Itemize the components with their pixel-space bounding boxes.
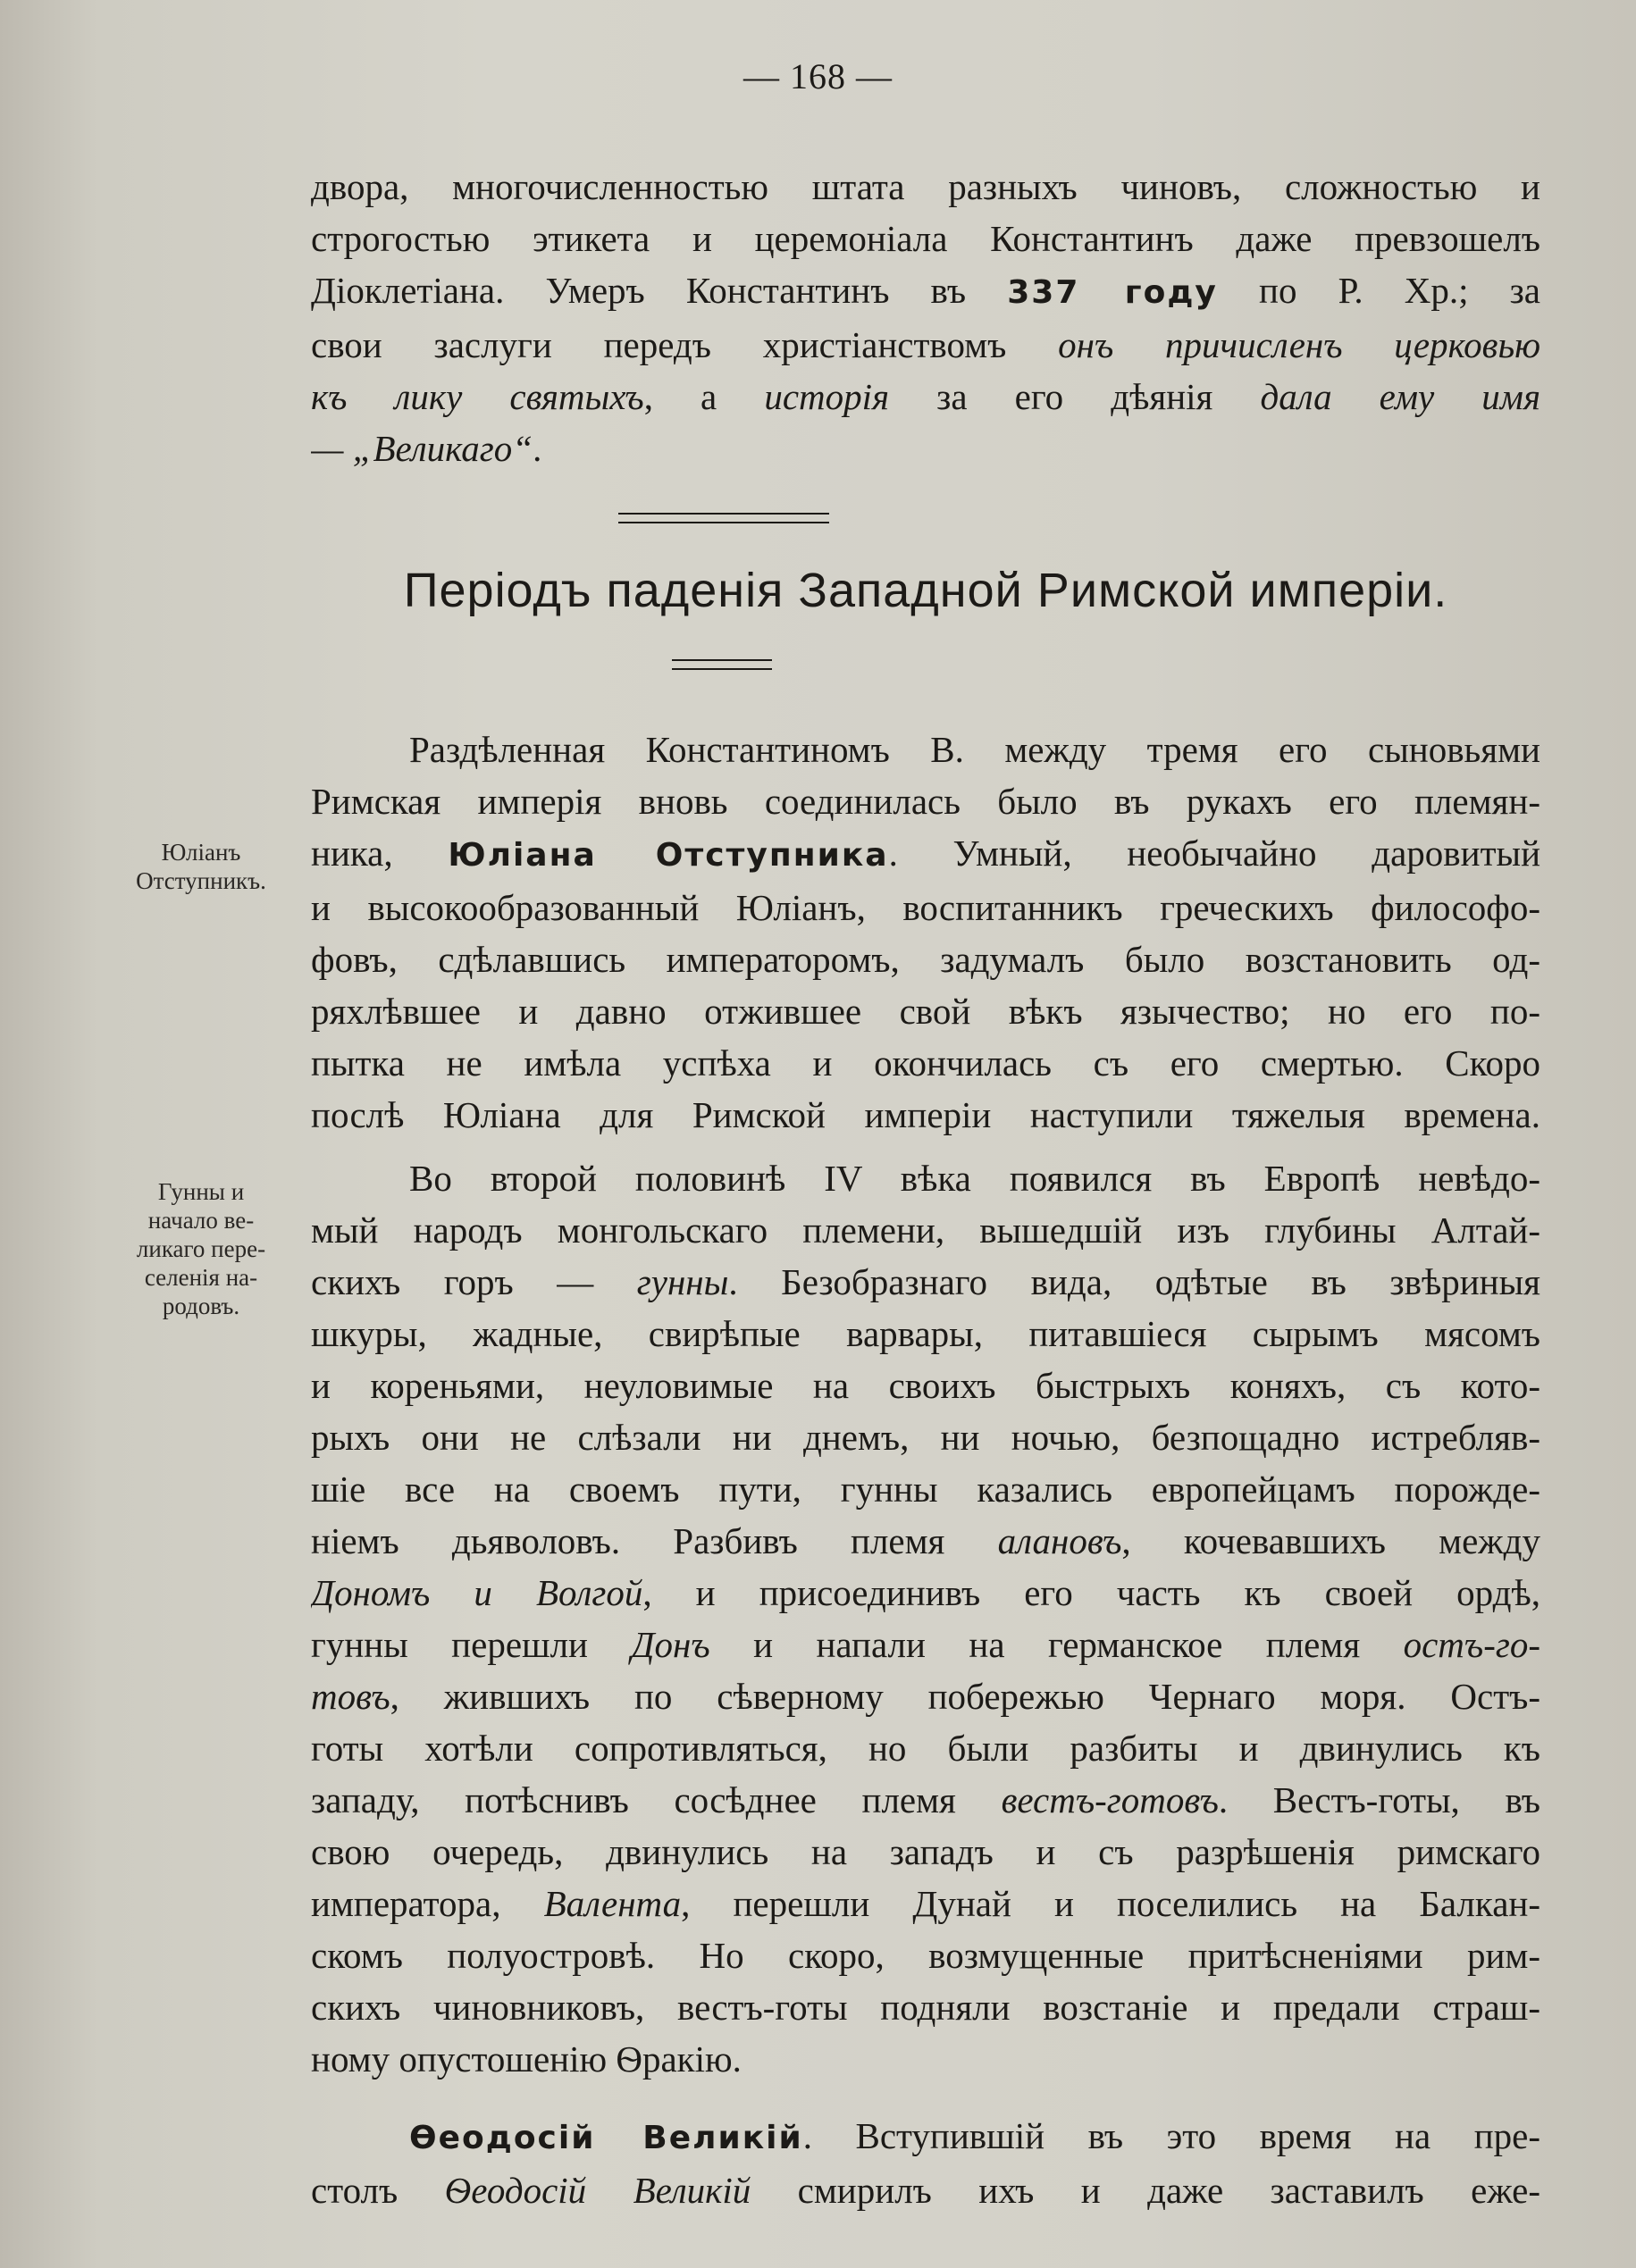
text-line: Дономъ и Волгой, и присоединивъ его часть къ своей ордѣ,	[311, 1572, 1540, 1613]
text-line: ному опустошенію Ѳракію.	[311, 2038, 742, 2080]
text-line: императора, Валента, перешли Дунай и поселились на Балкан-	[311, 1883, 1540, 1924]
text-line: скихъ горъ — гунны. Безобразнаго вида, одѣтые въ звѣриныя	[311, 1261, 1540, 1302]
page-number: — 168 —	[743, 56, 893, 96]
name-highlight: Юліана Отступника	[448, 837, 889, 874]
paragraph-huns	[311, 1152, 1540, 2085]
intro-paragraph	[311, 161, 1540, 474]
text-line: мый народъ монгольскаго племени, вышедшій изъ глубины Алтай-	[311, 1209, 1540, 1251]
text-line: строгостью этикета и церемоніала Константинъ даже превзошелъ	[311, 218, 1540, 259]
text-line: послѣ Юліана для Римской имперіи наступили тяжелыя времена.	[311, 1094, 1540, 1135]
margin-note-huns: Гунны и начало ве- ликаго пере- селенія на- родовъ.	[136, 1178, 266, 1319]
text-line: товъ, жившихъ по сѣверному побережью Чернаго моря. Остъ-	[311, 1676, 1540, 1717]
text-line: пытка не имѣла успѣха и окончилась съ его смертью. Скоро	[311, 1042, 1540, 1084]
text-line: столъ Ѳеодосій Великій смирилъ ихъ и даже заставилъ еже-	[311, 2170, 1540, 2211]
text-line: гунны перешли Донъ и напали на германское племя остъ-го-	[311, 1624, 1540, 1665]
text-line: скихъ чиновниковъ, вестъ-готы подняли возстаніе и предали страш-	[311, 1987, 1540, 2028]
section-divider-bottom	[672, 659, 772, 670]
text-line: Раздѣленная Константиномъ В. между тремя его сыновьями	[409, 729, 1540, 770]
paragraph-julian	[311, 724, 1540, 1141]
text-line: Во второй половинѣ IV вѣка появился въ Европѣ невѣдо-	[409, 1158, 1540, 1199]
year-highlight: 337 году	[1007, 274, 1218, 311]
text-line: Діоклетіана. Умеръ Константинъ въ 337 году по Р. Хр.; за	[311, 270, 1540, 311]
text-line: скомъ полуостровѣ. Но скоро, возмущенные притѣсненіями рим-	[311, 1935, 1540, 1976]
section-divider-top	[618, 513, 829, 523]
text-line: шіе все на своемъ пути, гунны казались европейцамъ порожде-	[311, 1469, 1540, 1510]
paragraph-theodosius	[311, 2110, 1540, 2216]
text-line: и высокообразованный Юліанъ, воспитанникъ греческихъ философо-	[311, 887, 1540, 928]
text-line: Ѳеодосій Великій. Вступившій въ это время на пре-	[409, 2115, 1540, 2156]
text-line: готы хотѣли сопротивляться, но были разбиты и двинулись къ	[311, 1728, 1540, 1769]
section-title: Періодъ паденія Западной Римской имперіи.	[403, 564, 1448, 617]
text-line: — „Великаго“.	[311, 428, 542, 469]
text-line: фовъ, сдѣлавшись императоромъ, задумалъ было возстановить од-	[311, 939, 1540, 980]
text-line: свою очередь, двинулись на западъ и съ разрѣшенія римскаго	[311, 1831, 1540, 1872]
text-line: шкуры, жадные, свирѣпые варвары, питавшіеся сырымъ мясомъ	[311, 1313, 1540, 1354]
text-line: западу, потѣснивъ сосѣднее племя вестъ-готовъ. Вестъ-готы, въ	[311, 1779, 1540, 1820]
margin-note-julian: Юліанъ Отступникъ.	[136, 839, 266, 894]
text-line: ряхлѣвшее и давно отжившее свой вѣкъ язычество; но его по-	[311, 991, 1540, 1032]
text-line: ника, Юліана Отступника. Умный, необычайно даровитый	[311, 833, 1540, 874]
text-line: Римская имперія вновь соединилась было въ рукахъ его племян-	[311, 781, 1540, 822]
text-line: двора, многочисленностью штата разныхъ чиновъ, сложностью и	[311, 166, 1540, 207]
text-line: и кореньями, неуловимые на своихъ быстрыхъ коняхъ, съ кото-	[311, 1365, 1540, 1406]
text-line: рыхъ они не слѣзали ни днемъ, ни ночью, безпощадно истребляв-	[311, 1417, 1540, 1458]
text-line: ніемъ дьяволовъ. Разбивъ племя алановъ, кочевавшихъ между	[311, 1520, 1540, 1561]
text-line: къ лику святыхъ, а исторія за его дѣянія дала ему имя	[311, 376, 1540, 417]
text-line: свои заслуги передъ христіанствомъ онъ причисленъ церковью	[311, 324, 1540, 365]
name-highlight: Ѳеодосій Великій	[409, 2120, 803, 2156]
